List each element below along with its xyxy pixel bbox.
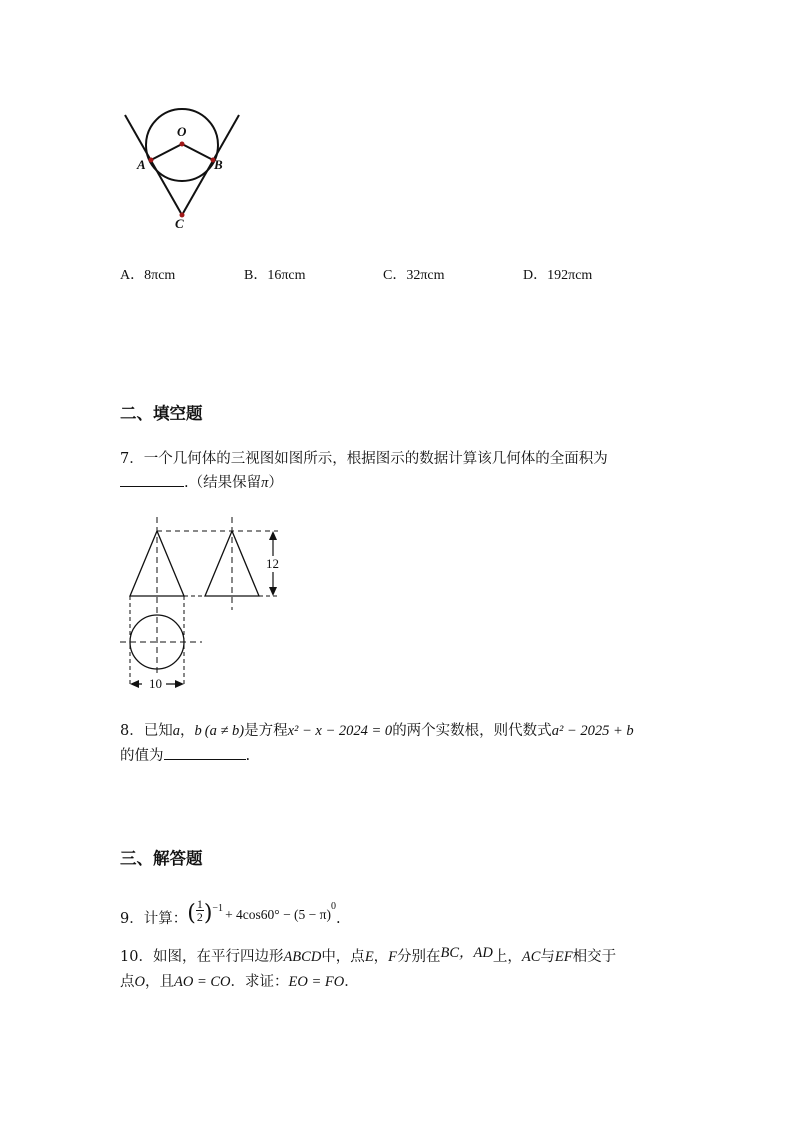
point-o: [180, 142, 185, 147]
frac-numerator: 1: [196, 896, 203, 911]
radius-oa: [151, 144, 182, 160]
var-b: b: [194, 723, 202, 739]
width-label: 10: [149, 676, 162, 691]
section-title-fill-blank: 二、填空题: [120, 404, 203, 423]
comma: ，: [373, 949, 389, 965]
choice-b: [244, 264, 306, 284]
q7-line2: [120, 471, 283, 495]
q10-text: ．求证：: [230, 974, 289, 990]
parallelogram-name: ABCD: [283, 949, 322, 965]
choice-a: [120, 264, 175, 284]
q8-value-text: 的值为: [120, 748, 164, 764]
q10-text: 10．如图，在平行四边形: [120, 949, 284, 965]
exponent-neg-one: −1: [212, 903, 224, 914]
q10-line2: [120, 970, 359, 994]
width-arrow-right: [175, 680, 184, 688]
q10-text: 中，点: [321, 949, 365, 965]
label-c: C: [175, 216, 184, 231]
choice-letter: A．: [120, 268, 145, 283]
q10-text: 分别在: [397, 949, 441, 965]
height-label: 12: [266, 556, 279, 571]
expression: a² − 2025 + b: [551, 723, 634, 739]
q10-text: ，且: [144, 974, 174, 990]
q7-line1: 7．一个几何体的三视图如图所示，根据图示的数据计算该几何体的全面积为: [120, 451, 608, 467]
sides-bc-ad: BC，AD: [440, 945, 493, 961]
period: .: [335, 910, 341, 927]
q9-prefix: 9．计算：: [120, 910, 188, 927]
q8-line2: [120, 744, 250, 768]
tangent-line-left: [125, 115, 182, 215]
q9-line: [120, 896, 341, 937]
point-e: E: [364, 949, 374, 965]
fraction-half: [196, 898, 204, 923]
segment-ef: EF: [554, 949, 573, 965]
choice-text: 32πcm: [406, 268, 445, 283]
q7-suffix: .（结果保留: [184, 475, 262, 491]
period: .: [245, 748, 251, 764]
q7-close: ）: [268, 475, 283, 491]
label-a: A: [137, 157, 146, 172]
choice-c: [383, 264, 445, 284]
radius-ob: [182, 144, 213, 160]
segment-ac: AC: [521, 949, 541, 965]
q10-text: 点: [120, 974, 135, 990]
proof-goal: EO = FO: [288, 974, 345, 990]
q10-text: 与: [540, 949, 555, 965]
answer-blank[interactable]: [164, 744, 246, 760]
q8-text: 是方程: [244, 723, 288, 739]
q10-text: ．: [344, 974, 359, 990]
choice-letter: D．: [523, 268, 548, 283]
paren-left: (: [187, 900, 196, 926]
q8-line1: [120, 719, 634, 743]
exponent-zero: 0: [330, 901, 336, 912]
point-a: [149, 158, 154, 163]
q9-expression: + 4cos60° − (5 − π): [225, 906, 331, 922]
label-o: O: [177, 124, 187, 139]
q10-line1: [120, 945, 616, 969]
choice-d: [523, 264, 592, 284]
label-b: B: [214, 157, 223, 172]
equation: x² − x − 2024 = 0: [287, 723, 393, 739]
three-view-figure: [118, 515, 293, 695]
frac-denominator: 2: [196, 909, 203, 924]
q10-text: 上，: [492, 949, 522, 965]
given-condition: AO = CO: [173, 974, 231, 990]
width-arrow-left: [130, 680, 139, 688]
point-f: F: [388, 949, 398, 965]
comma: ，: [179, 723, 195, 739]
choice-letter: C．: [383, 268, 407, 283]
height-arrow-bottom: [269, 587, 277, 596]
choice-text: 8πcm: [144, 268, 176, 283]
q8-prefix: 8．已知: [120, 723, 173, 739]
q7-pi: π: [261, 475, 269, 491]
section-title-solve: 三、解答题: [120, 849, 203, 868]
answer-blank[interactable]: [120, 471, 184, 487]
q8-text-2: 的两个实数根，则代数式: [392, 723, 552, 739]
choice-text: 16πcm: [267, 268, 306, 283]
q10-text: 相交于: [572, 949, 617, 965]
choice-letter: B．: [244, 268, 268, 283]
point-o: O: [134, 974, 145, 990]
var-a: a: [172, 723, 180, 739]
height-arrow-top: [269, 531, 277, 540]
tangent-line-right: [182, 115, 239, 215]
choice-text: 192πcm: [547, 268, 593, 283]
paren-right: ): [203, 900, 213, 926]
condition: (a ≠ b): [204, 723, 245, 739]
